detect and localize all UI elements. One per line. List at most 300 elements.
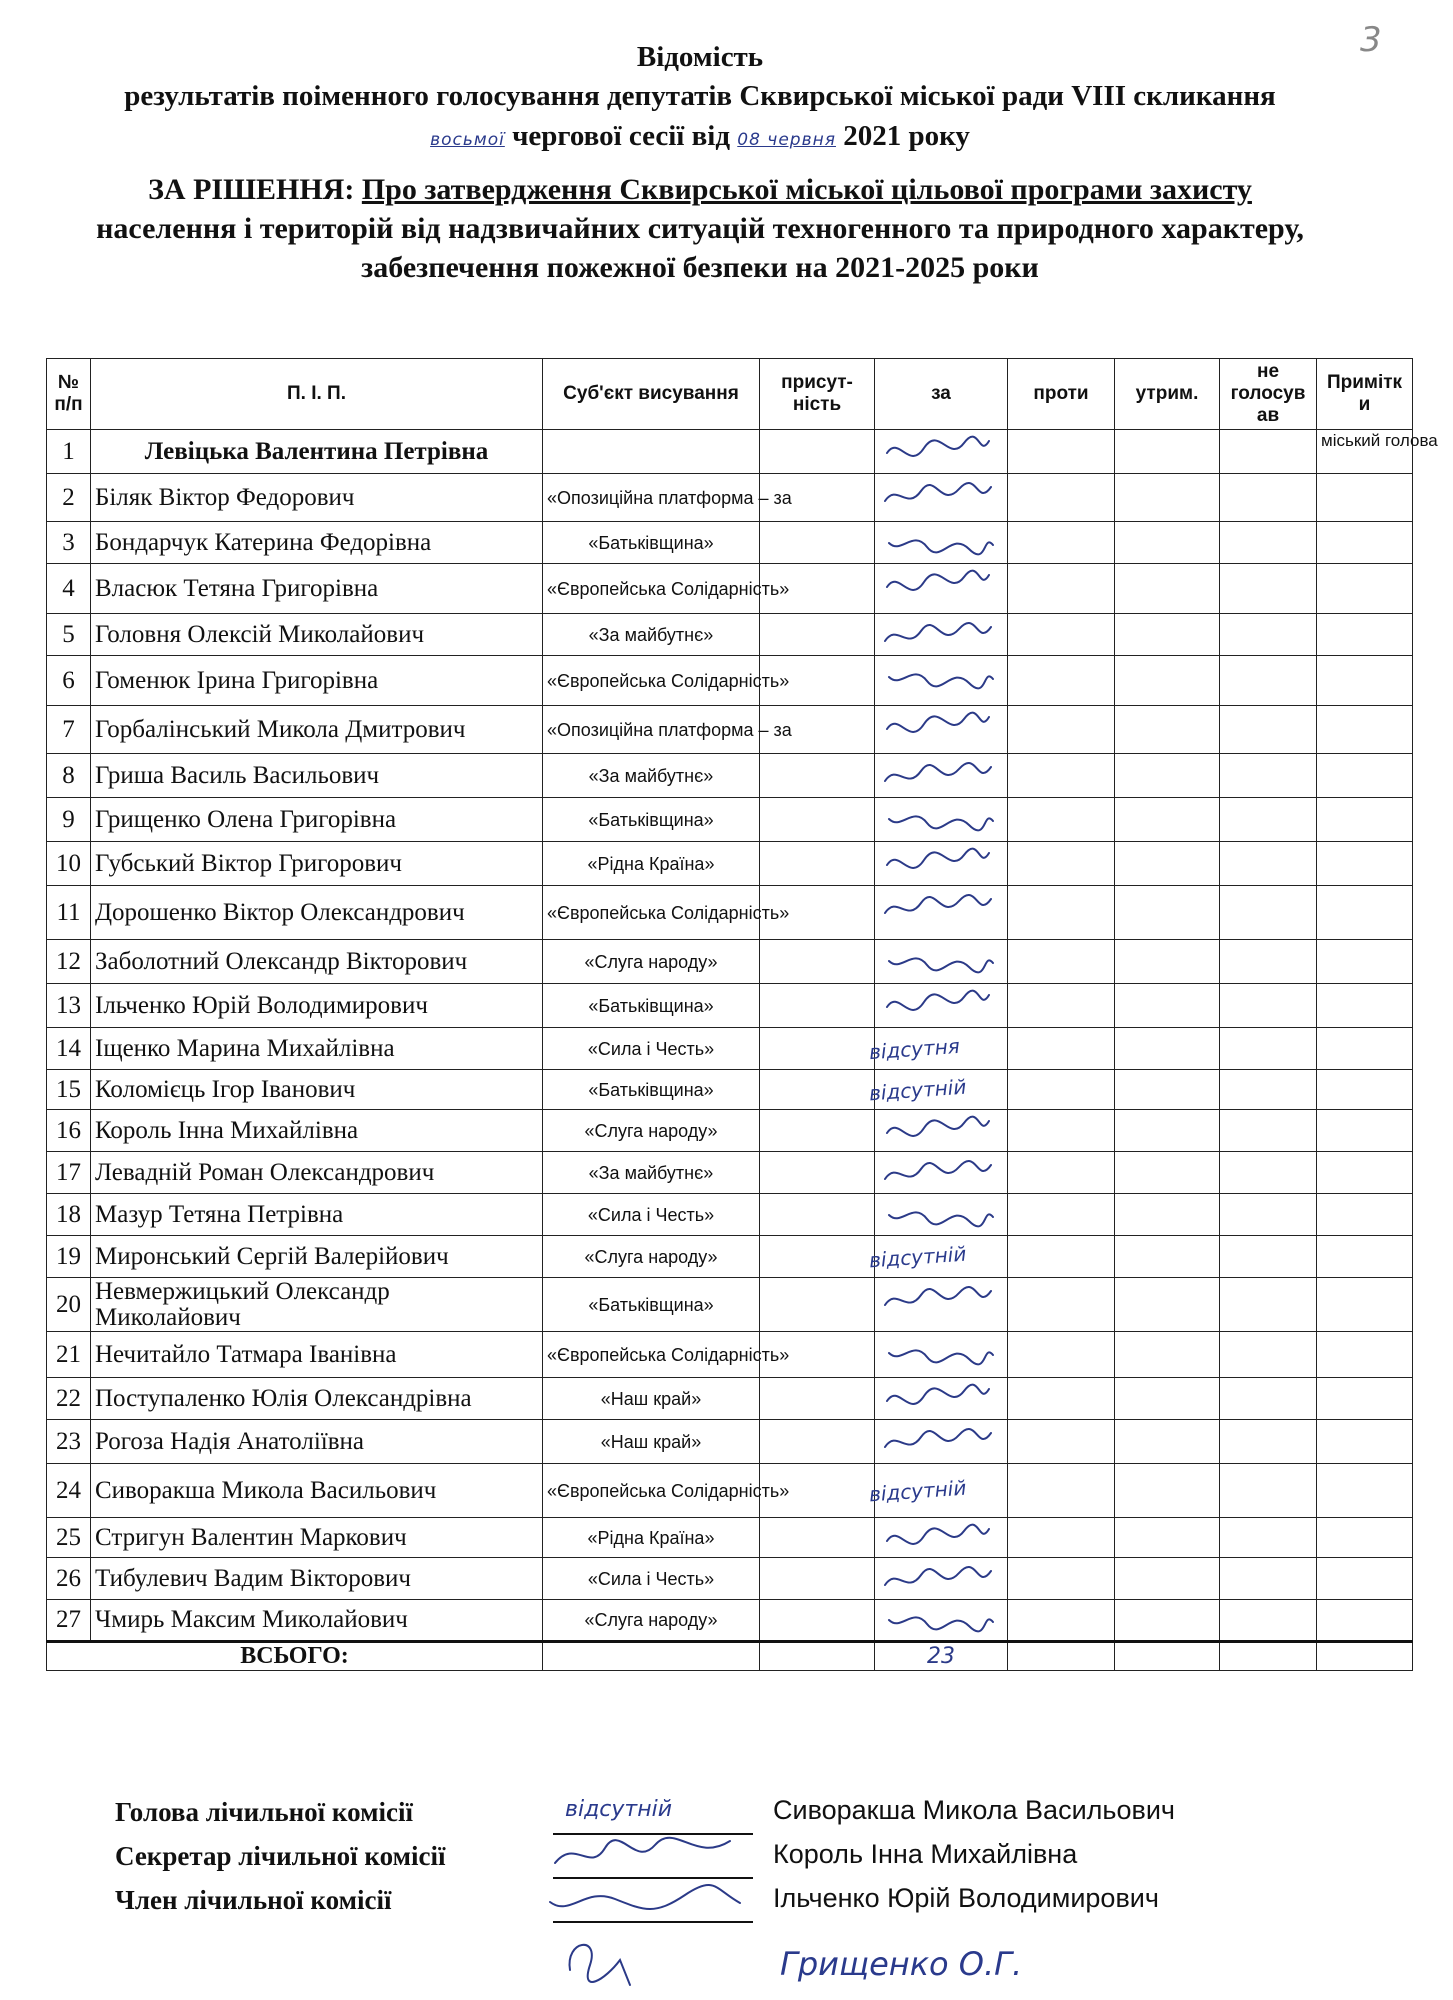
not-voted-cell	[1220, 1600, 1317, 1642]
vote-abstain-cell	[1115, 1028, 1220, 1070]
vote-for-cell	[875, 522, 1008, 564]
note-cell	[1317, 1464, 1413, 1518]
note-cell	[1317, 1600, 1413, 1642]
vote-for-cell	[875, 1600, 1008, 1642]
table-row	[47, 614, 1413, 656]
not-voted-cell	[1220, 1332, 1317, 1378]
presence-cell	[760, 1028, 875, 1070]
signature-mark	[879, 1602, 999, 1638]
member-name: Ільченко Юрій Володимирович	[773, 1883, 1159, 1913]
table-row	[47, 706, 1413, 754]
note-cell	[1317, 522, 1413, 564]
secretary-name: Король Інна Михайлівна	[773, 1839, 1078, 1869]
table-row	[47, 1110, 1413, 1152]
vote-against-cell	[1008, 1278, 1115, 1332]
vote-for-cell	[875, 1110, 1008, 1152]
secretary-signature	[545, 1833, 745, 1877]
table-header-row	[47, 359, 1413, 430]
vote-abstain-cell	[1115, 1236, 1220, 1278]
vote-against-cell	[1008, 430, 1115, 474]
note-cell	[1317, 564, 1413, 614]
note-cell	[1317, 614, 1413, 656]
row-number: 19	[47, 1236, 91, 1278]
commission-head-name: Сиворакша Микола Васильович	[773, 1795, 1175, 1825]
note-cell	[1317, 1332, 1413, 1378]
table-row	[47, 474, 1413, 522]
not-voted-cell	[1220, 1464, 1317, 1518]
not-voted-cell	[1220, 430, 1317, 474]
vote-against-cell	[1008, 614, 1115, 656]
vote-against-cell	[1008, 564, 1115, 614]
commission-head-label: Голова лічильної комісії	[115, 1797, 413, 1827]
extra-handwritten-name: Грищенко О.Г.	[780, 1945, 1023, 1983]
note-cell	[1317, 706, 1413, 754]
member-row	[115, 1883, 1315, 1927]
vote-against-cell	[1008, 1420, 1115, 1464]
nominating-party: «Слуга народу»	[543, 1236, 760, 1278]
deputy-name: Бондарчук Катерина Федорівна	[91, 522, 543, 564]
vote-for-cell	[875, 886, 1008, 940]
nominating-party: «Слуга народу»	[543, 1600, 760, 1642]
absent-mark: відсутня	[868, 1033, 961, 1064]
note-cell: міський голова	[1317, 430, 1413, 474]
presence-cell	[760, 1518, 875, 1558]
table-row	[47, 1028, 1413, 1070]
nominating-party	[543, 430, 760, 474]
presence-cell	[760, 1378, 875, 1420]
signature-mark	[879, 1113, 999, 1149]
vote-against-cell	[1008, 522, 1115, 564]
decision-line-1	[30, 170, 1370, 209]
col-header-note: Примітк и	[1317, 359, 1413, 430]
commission-head-absent-note: відсутній	[565, 1797, 673, 1822]
presence-cell	[760, 754, 875, 798]
row-number: 16	[47, 1110, 91, 1152]
not-voted-cell	[1220, 1378, 1317, 1420]
deputy-name: Рогоза Надія Анатоліївна	[91, 1420, 543, 1464]
vote-against-cell	[1008, 1558, 1115, 1600]
note-cell	[1317, 1278, 1413, 1332]
table-row	[47, 1332, 1413, 1378]
vote-for-cell	[875, 1278, 1008, 1332]
note-cell	[1317, 1152, 1413, 1194]
row-number: 2	[47, 474, 91, 522]
not-voted-cell	[1220, 706, 1317, 754]
vote-abstain-cell	[1115, 842, 1220, 886]
table-row	[47, 1378, 1413, 1420]
not-voted-cell	[1220, 1028, 1317, 1070]
nominating-party: «За майбутнє»	[543, 754, 760, 798]
nominating-party: «Сила і Честь»	[543, 1028, 760, 1070]
row-number: 4	[47, 564, 91, 614]
row-number: 9	[47, 798, 91, 842]
vote-abstain-cell	[1115, 886, 1220, 940]
table-row	[47, 1152, 1413, 1194]
nominating-party: «Рідна Країна»	[543, 842, 760, 886]
not-voted-cell	[1220, 798, 1317, 842]
row-number: 12	[47, 940, 91, 984]
signature-mark	[879, 1423, 999, 1461]
deputy-name: Головня Олексій Миколайович	[91, 614, 543, 656]
vote-against-cell	[1008, 940, 1115, 984]
deputy-name: Невмержицький Олександр Миколайович	[91, 1278, 543, 1332]
vote-against-cell	[1008, 1070, 1115, 1110]
deputy-name: Король Інна Михайлівна	[91, 1110, 543, 1152]
presence-cell	[760, 842, 875, 886]
vote-for-cell	[868, 1028, 1008, 1070]
table-row	[47, 656, 1413, 706]
nominating-party: «Батьківщина»	[543, 522, 760, 564]
vote-for-cell	[875, 984, 1008, 1028]
vote-against-cell	[1008, 798, 1115, 842]
signature-mark	[879, 617, 999, 653]
presence-cell	[760, 940, 875, 984]
deputy-name: Нечитайло Татмара Іванівна	[91, 1332, 543, 1378]
vote-for-cell	[875, 706, 1008, 754]
deputy-name: Поступаленко Юлія Олександрівна	[91, 1378, 543, 1420]
decision-line-2: населення і територій від надзвичайних ситуацій техногенного та природного характеру,	[96, 212, 1304, 245]
table-row	[47, 1278, 1413, 1332]
deputy-name: Стригун Валентин Маркович	[91, 1518, 543, 1558]
vote-abstain-cell	[1115, 430, 1220, 474]
deputy-name: Біляк Віктор Федорович	[91, 474, 543, 522]
table-row	[47, 1194, 1413, 1236]
signature-mark	[879, 757, 999, 795]
signature-mark	[879, 567, 999, 611]
vote-abstain-cell	[1115, 754, 1220, 798]
nominating-party: «Слуга народу»	[543, 940, 760, 984]
vote-for-cell	[868, 1070, 1008, 1110]
signature-mark	[879, 525, 999, 561]
note-cell	[1317, 1194, 1413, 1236]
presence-cell	[760, 522, 875, 564]
vote-abstain-cell	[1115, 1278, 1220, 1332]
signature-mark	[879, 1197, 999, 1233]
presence-cell	[760, 1152, 875, 1194]
col-header-not-voted: не голосув ав	[1220, 359, 1317, 430]
not-voted-cell	[1220, 656, 1317, 706]
note-cell	[1317, 754, 1413, 798]
vote-for-cell	[875, 656, 1008, 706]
nominating-party: «Батьківщина»	[543, 1278, 760, 1332]
deputy-name: Коломієць Ігор Іванович	[91, 1070, 543, 1110]
vote-abstain-cell	[1115, 564, 1220, 614]
vote-abstain-cell	[1115, 798, 1220, 842]
signature-mark	[879, 1521, 999, 1555]
signature-mark	[879, 1155, 999, 1191]
signature-mark	[879, 659, 999, 703]
page-number: 3	[1360, 20, 1382, 60]
vote-abstain-cell	[1115, 1378, 1220, 1420]
vote-abstain-cell	[1115, 474, 1220, 522]
nominating-party: «Опозиційна платформа – за	[543, 474, 760, 522]
vote-abstain-cell	[1115, 522, 1220, 564]
table-row	[47, 984, 1413, 1028]
vote-for-cell	[868, 1236, 1008, 1278]
col-header-against: проти	[1008, 359, 1115, 430]
row-number: 11	[47, 886, 91, 940]
deputy-name: Мазур Тетяна Петрівна	[91, 1194, 543, 1236]
session-mid-text: чергової сесії від	[512, 120, 731, 152]
nominating-party: «Європейська Солідарність»	[543, 1332, 760, 1378]
deputy-name: Дорошенко Віктор Олександрович	[91, 886, 543, 940]
presence-cell	[760, 984, 875, 1028]
row-number: 5	[47, 614, 91, 656]
vote-against-cell	[1008, 1518, 1115, 1558]
signature-line	[553, 1921, 753, 1923]
document-header	[30, 38, 1370, 287]
absent-mark: відсутній	[868, 1074, 968, 1105]
signature-mark	[879, 889, 999, 937]
vote-against-cell	[1008, 754, 1115, 798]
handwritten-initial-signature	[560, 1930, 640, 1990]
member-label: Член лічильної комісії	[115, 1885, 392, 1915]
not-voted-cell	[1220, 522, 1317, 564]
document-title: Відомість	[636, 41, 764, 73]
deputy-name: Гоменюк Ірина Григорівна	[91, 656, 543, 706]
deputy-name: Миронський Сергій Валерійович	[91, 1236, 543, 1278]
deputy-name: Власюк Тетяна Григорівна	[91, 564, 543, 614]
row-number: 1	[47, 430, 91, 474]
not-voted-cell	[1220, 1152, 1317, 1194]
presence-cell	[760, 430, 875, 474]
row-number: 24	[47, 1464, 91, 1518]
note-cell	[1317, 842, 1413, 886]
table-row	[47, 1600, 1413, 1642]
row-number: 21	[47, 1332, 91, 1378]
total-party-cell	[543, 1642, 760, 1671]
decision-label: ЗА РІШЕННЯ:	[148, 173, 355, 206]
vote-against-cell	[1008, 1378, 1115, 1420]
vote-table-body	[47, 430, 1438, 1642]
col-header-abstain: утрим.	[1115, 359, 1220, 430]
total-abstain-cell	[1115, 1642, 1220, 1671]
row-number: 15	[47, 1070, 91, 1110]
total-for-cell	[875, 1642, 1008, 1671]
absent-mark: відсутній	[868, 1475, 968, 1506]
vote-for-cell	[875, 754, 1008, 798]
note-cell	[1317, 1378, 1413, 1420]
deputy-name: Ільченко Юрій Володимирович	[91, 984, 543, 1028]
decision-line-3: забезпечення пожежної безпеки на 2021-2025 роки	[361, 251, 1039, 284]
total-row	[47, 1642, 1413, 1671]
document-subtitle: результатів поіменного голосування депутатів Сквирської міської ради VIII скликання	[124, 80, 1276, 112]
total-label: ВСЬОГО:	[47, 1642, 543, 1671]
signature-mark	[879, 1335, 999, 1375]
vote-for-cell	[868, 1464, 1008, 1518]
row-number: 20	[47, 1278, 91, 1332]
vote-against-cell	[1008, 1194, 1115, 1236]
decision-text-1: Про затвердження Сквирської міської цільової програми захисту	[361, 173, 1252, 206]
row-number: 13	[47, 984, 91, 1028]
not-voted-cell	[1220, 1194, 1317, 1236]
note-cell	[1317, 940, 1413, 984]
table-row	[47, 886, 1413, 940]
vote-against-cell	[1008, 1152, 1115, 1194]
session-year: 2021 року	[843, 120, 970, 152]
table-row	[47, 1420, 1413, 1464]
vote-for-cell	[875, 1378, 1008, 1420]
vote-abstain-cell	[1115, 1070, 1220, 1110]
nominating-party: «Сила і Честь»	[543, 1558, 760, 1600]
vote-against-cell	[1008, 984, 1115, 1028]
deputy-name: Левіцька Валентина Петрівна	[91, 430, 543, 474]
not-voted-cell	[1220, 1420, 1317, 1464]
not-voted-cell	[1220, 1070, 1317, 1110]
vote-for-cell	[875, 474, 1008, 522]
total-present-cell	[760, 1642, 875, 1671]
note-cell	[1317, 1420, 1413, 1464]
vote-against-cell	[1008, 1332, 1115, 1378]
nominating-party: «Батьківщина»	[543, 984, 760, 1028]
total-not-voted-cell	[1220, 1642, 1317, 1671]
vote-against-cell	[1008, 1110, 1115, 1152]
not-voted-cell	[1220, 1558, 1317, 1600]
not-voted-cell	[1220, 564, 1317, 614]
vote-abstain-cell	[1115, 1194, 1220, 1236]
vote-for-cell	[875, 564, 1008, 614]
presence-cell	[760, 1110, 875, 1152]
nominating-party: «Європейська Солідарність»	[543, 656, 760, 706]
vote-against-cell	[1008, 1236, 1115, 1278]
presence-cell	[760, 1236, 875, 1278]
note-cell	[1317, 474, 1413, 522]
note-cell	[1317, 886, 1413, 940]
vote-for-cell	[875, 842, 1008, 886]
vote-abstain-cell	[1115, 1420, 1220, 1464]
nominating-party: «За майбутнє»	[543, 614, 760, 656]
presence-cell	[760, 798, 875, 842]
session-date-handwritten: 08 червня	[737, 130, 836, 150]
note-cell	[1317, 798, 1413, 842]
table-row	[47, 754, 1413, 798]
vote-for-cell	[875, 1152, 1008, 1194]
table-row	[47, 798, 1413, 842]
table-row	[47, 522, 1413, 564]
row-number: 3	[47, 522, 91, 564]
total-for-value: 23	[927, 1644, 955, 1669]
nominating-party: «Європейська Солідарність»	[543, 1464, 760, 1518]
presence-cell	[760, 1194, 875, 1236]
presence-cell	[760, 1070, 875, 1110]
col-header-for: за	[875, 359, 1008, 430]
not-voted-cell	[1220, 886, 1317, 940]
not-voted-cell	[1220, 1110, 1317, 1152]
row-number: 17	[47, 1152, 91, 1194]
vote-abstain-cell	[1115, 1464, 1220, 1518]
presence-cell	[760, 1600, 875, 1642]
row-number: 23	[47, 1420, 91, 1464]
vote-abstain-cell	[1115, 1518, 1220, 1558]
table-row	[47, 940, 1413, 984]
table-row	[47, 1236, 1413, 1278]
col-header-name: П. І. П.	[91, 359, 543, 430]
vote-abstain-cell	[1115, 1558, 1220, 1600]
signature-mark	[879, 1561, 999, 1597]
deputy-name: Горбалінський Микола Дмитрович	[91, 706, 543, 754]
commission-footer	[115, 1795, 1315, 1927]
vote-against-cell	[1008, 1464, 1115, 1518]
nominating-party: «Наш край»	[543, 1378, 760, 1420]
vote-against-cell	[1008, 1028, 1115, 1070]
vote-for-cell	[875, 430, 1008, 474]
nominating-party: «Слуга народу»	[543, 1110, 760, 1152]
vote-abstain-cell	[1115, 1332, 1220, 1378]
vote-abstain-cell	[1115, 940, 1220, 984]
vote-against-cell	[1008, 706, 1115, 754]
nominating-party: «Рідна Країна»	[543, 1518, 760, 1558]
table-row	[47, 1558, 1413, 1600]
deputy-name: Заболотний Олександр Вікторович	[91, 940, 543, 984]
nominating-party: «Батьківщина»	[543, 798, 760, 842]
vote-for-cell	[875, 798, 1008, 842]
vote-abstain-cell	[1115, 1600, 1220, 1642]
row-number: 8	[47, 754, 91, 798]
vote-for-cell	[875, 1332, 1008, 1378]
not-voted-cell	[1220, 940, 1317, 984]
row-number: 27	[47, 1600, 91, 1642]
col-header-party: Суб'єкт висування	[543, 359, 760, 430]
table-row	[47, 1070, 1413, 1110]
vote-abstain-cell	[1115, 984, 1220, 1028]
signature-mark	[879, 943, 999, 981]
note-cell	[1317, 656, 1413, 706]
note-cell	[1317, 984, 1413, 1028]
member-signature	[545, 1877, 745, 1921]
vote-for-cell	[875, 1518, 1008, 1558]
signature-mark	[879, 1381, 999, 1417]
vote-abstain-cell	[1115, 706, 1220, 754]
deputy-name: Чмирь Максим Миколайович	[91, 1600, 543, 1642]
vote-for-cell	[875, 1194, 1008, 1236]
deputy-name: Тибулевич Вадим Вікторович	[91, 1558, 543, 1600]
absent-mark: відсутній	[868, 1241, 968, 1272]
table-row	[47, 842, 1413, 886]
vote-against-cell	[1008, 1600, 1115, 1642]
presence-cell	[760, 1558, 875, 1600]
signature-mark	[879, 709, 999, 751]
total-note-cell	[1317, 1642, 1413, 1671]
presence-cell	[760, 614, 875, 656]
col-header-present: присут-ність	[760, 359, 875, 430]
note-cell	[1317, 1070, 1413, 1110]
vote-abstain-cell	[1115, 1110, 1220, 1152]
signature-mark	[879, 477, 999, 519]
note-cell	[1317, 1558, 1413, 1600]
nominating-party: «Сила і Честь»	[543, 1194, 760, 1236]
vote-against-cell	[1008, 886, 1115, 940]
deputy-name: Губський Віктор Григорович	[91, 842, 543, 886]
row-number: 18	[47, 1194, 91, 1236]
vote-for-cell	[875, 1558, 1008, 1600]
session-line	[30, 116, 1370, 160]
vote-for-cell	[875, 940, 1008, 984]
not-voted-cell	[1220, 1518, 1317, 1558]
table-row	[47, 430, 1413, 474]
not-voted-cell	[1220, 842, 1317, 886]
not-voted-cell	[1220, 614, 1317, 656]
signature-mark	[879, 987, 999, 1025]
nominating-party: «Батьківщина»	[543, 1070, 760, 1110]
vote-against-cell	[1008, 474, 1115, 522]
col-header-num: № п/п	[47, 359, 91, 430]
not-voted-cell	[1220, 754, 1317, 798]
secretary-label: Секретар лічильної комісії	[115, 1841, 446, 1871]
note-cell	[1317, 1110, 1413, 1152]
table-row	[47, 564, 1413, 614]
row-number: 7	[47, 706, 91, 754]
total-against-cell	[1008, 1642, 1115, 1671]
